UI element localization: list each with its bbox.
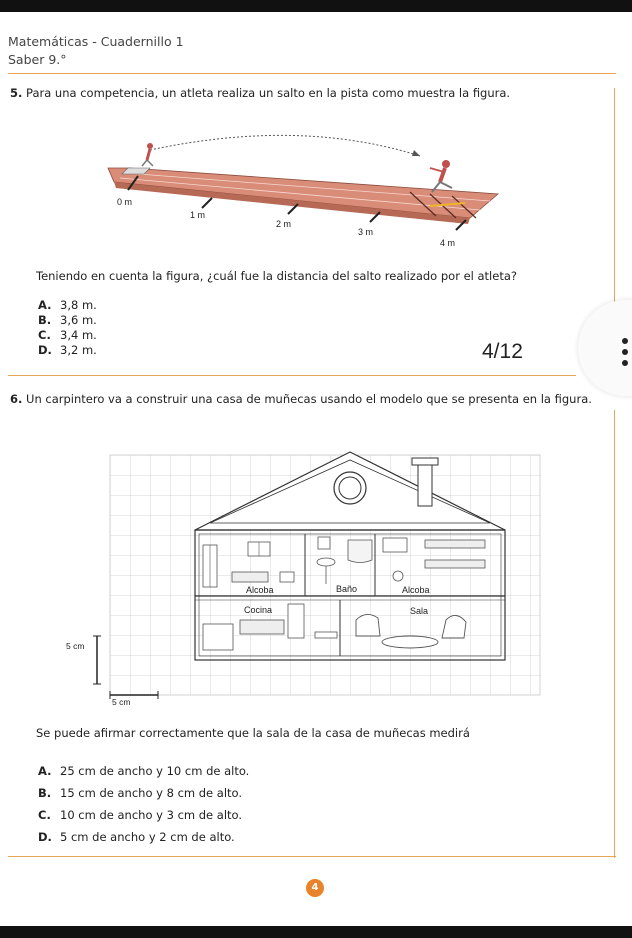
alcoba2-window (383, 538, 407, 552)
q5-option-b[interactable] (38, 313, 97, 327)
chimney-cap (412, 458, 438, 465)
coffee-table (382, 636, 438, 648)
q6-option-c[interactable] (38, 808, 242, 822)
page-indicator: 4/12 (482, 340, 523, 363)
q6-option-c-text: 10 cm de ancho y 3 cm de alto. (60, 808, 243, 822)
q5-option-b-letter: B. (38, 313, 52, 327)
q5-option-d-text: 3,2 m. (60, 343, 97, 357)
round-window-inner (339, 477, 361, 499)
more-options-icon (622, 338, 628, 344)
refrigerator (288, 604, 304, 638)
chimney (418, 462, 432, 506)
scale-vertical-label: 5 cm (66, 641, 85, 651)
sink (317, 558, 335, 566)
label-sala: Sala (410, 606, 429, 616)
marker-4m: 4 m (440, 238, 456, 248)
lamp (393, 571, 403, 581)
q6-option-d-text: 5 cm de ancho y 2 cm de alto. (60, 830, 235, 844)
q5-track-figure (100, 132, 500, 250)
label-alcoba-2: Alcoba (402, 585, 430, 595)
q5-question: Teniendo en cuenta la figura, ¿cuál fue la distancia del salto realizado por el atleta? (36, 269, 517, 283)
q5-option-c-text: 3,4 m. (60, 328, 97, 342)
q6-option-b-letter: B. (38, 786, 52, 800)
q6-option-c-letter: C. (38, 808, 51, 822)
marker-2m: 2 m (276, 219, 292, 229)
label-bano: Baño (336, 584, 358, 594)
kitchen-shelf (315, 632, 337, 638)
more-options-icon (622, 349, 628, 355)
q6-prompt-text: Un carpintero va a construir una casa de muñecas usando el modelo que se presenta en la figura. (26, 392, 592, 406)
marker-0m: 0 m (117, 197, 133, 207)
q5-option-d-letter: D. (38, 343, 52, 357)
q5-option-b-text: 3,6 m. (60, 313, 97, 327)
bunk-bed-bottom (425, 560, 485, 568)
athlete-start (142, 143, 153, 166)
q5-option-a-letter: A. (38, 298, 52, 312)
bottom-bar (0, 926, 632, 938)
q6-option-d-letter: D. (38, 830, 52, 844)
shower-curtain (348, 540, 372, 563)
trajectory-arrowhead (412, 150, 420, 156)
bathroom-mirror (318, 537, 330, 549)
nightstand (280, 572, 294, 582)
q5-option-a-text: 3,8 m. (60, 298, 97, 312)
q6-right-rule (614, 410, 615, 858)
q6-option-b[interactable] (38, 786, 242, 800)
q5-prompt-text: Para una competencia, un atleta realiza un salto en la pista como muestra la figura. (26, 86, 511, 100)
q5-option-a[interactable] (38, 298, 97, 312)
marker-1m: 1 m (190, 210, 206, 220)
bed (232, 572, 268, 582)
q5-number: 5. (10, 86, 23, 100)
header-grade: Saber 9.° (8, 52, 67, 67)
q5-option-c[interactable] (38, 328, 97, 342)
footer-rule (8, 856, 616, 857)
q6-option-d[interactable] (38, 830, 235, 844)
bunk-bed-top (425, 540, 485, 548)
q6-number: 6. (10, 392, 23, 406)
marker-3m: 3 m (358, 227, 374, 237)
q6-question: Se puede afirmar correctamente que la sala de la casa de muñecas medirá (36, 726, 470, 740)
more-options-icon (622, 360, 628, 366)
section-rule (8, 375, 576, 376)
q5-option-d[interactable] (38, 343, 97, 357)
q6-option-b-text: 15 cm de ancho y 8 cm de alto. (60, 786, 243, 800)
armchair-left (356, 614, 380, 636)
q6-option-a-text: 25 cm de ancho y 10 cm de alto. (60, 764, 250, 778)
kitchen-counter (203, 624, 233, 650)
q5-option-c-letter: C. (38, 328, 51, 342)
page-number-badge: 4 (306, 879, 324, 897)
more-options-button[interactable] (578, 300, 632, 396)
header-rule (8, 73, 616, 74)
q6-option-a[interactable] (38, 764, 249, 778)
label-alcoba-1: Alcoba (246, 585, 274, 595)
marker-1m-pointer (202, 198, 212, 208)
q6-option-a-letter: A. (38, 764, 52, 778)
header-title: Matemáticas - Cuadernillo 1 (8, 34, 184, 49)
q5-prompt (10, 86, 510, 100)
scale-horizontal-label: 5 cm (112, 697, 131, 707)
athlete-landing (430, 160, 452, 192)
kitchen-cabinets (240, 620, 284, 634)
jump-trajectory (150, 135, 420, 156)
top-bar (0, 0, 632, 12)
q6-prompt (10, 392, 592, 406)
label-cocina: Cocina (244, 605, 273, 615)
q6-dollhouse-figure (60, 445, 550, 710)
